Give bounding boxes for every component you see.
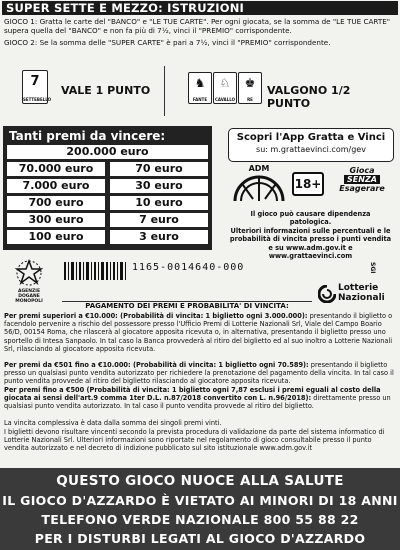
p2-text: presentando il biglietto presso un qualsiasi punto vendita autorizzato per richiedere la prenotazione del pagamento della vincita. In tal caso il punto vendita provvede al ritiro del biglietto rilasciando al giocatore apposita ricevuta. xyxy=(4,361,394,386)
lotterie-name xyxy=(338,283,385,303)
settebello-label: SETTEBELLO xyxy=(23,97,52,102)
prize-cell: 30 euro xyxy=(110,179,208,193)
p1-bold: Per premi superiori a €10.000: (Probabilità di vincita: 1 biglietto ogni 3.000.000): xyxy=(4,312,308,320)
health-line-4: PER I DISTURBI LEGATI AL GIOCO D'AZZARDO xyxy=(34,531,366,546)
payment-title: PAGAMENTO DEI PREMI E PROBABILITA' DI VINCITA: xyxy=(62,301,312,311)
health-line-1: QUESTO GIOCO NUOCE ALLA SALUTE xyxy=(56,473,344,489)
payment-paragraph-1 xyxy=(4,312,396,353)
prize-cell: 100 euro xyxy=(7,230,105,244)
warning-line-1: Il gioco può causare dipendenza patologica. xyxy=(250,210,371,227)
prize-top: 200.000 euro xyxy=(7,145,208,159)
lotterie-line-2: Nazionali xyxy=(338,293,385,303)
ticket-code: 1165-0014640-000 xyxy=(132,262,245,273)
age-18-badge: 18+ xyxy=(292,172,324,196)
card-values-strip xyxy=(4,58,394,124)
payment-paragraph-2 xyxy=(4,361,396,386)
rule-game-2: GIOCO 2: Se la somma delle "SUPER CARTE" è pari a 7½, vinci il "PREMIO" corrispondente. xyxy=(4,38,331,47)
agency-line-3: MONOPOLI xyxy=(15,299,43,304)
prize-cell: 700 euro xyxy=(7,196,105,210)
agency-line-2: DOGANE xyxy=(18,294,40,299)
valgono-mezzo-punto: VALGONO 1/2 PUNTO xyxy=(267,84,351,110)
gsb-line-3: Esagerare xyxy=(339,184,385,193)
strip-divider xyxy=(164,66,165,116)
app-promo-url: su: m.grattaevinci.com/gev xyxy=(256,145,366,154)
lotterie-swirl-icon xyxy=(318,285,336,303)
re-card-icon: ♚ RE xyxy=(238,72,262,104)
agency-line-1: AGENZIE xyxy=(17,289,41,294)
re-label: RE xyxy=(247,97,253,102)
prize-cell: 10 euro xyxy=(110,196,208,210)
fante-label: FANTE xyxy=(192,97,208,102)
health-line-3: TELEFONO VERDE NAZIONALE 800 55 88 22 xyxy=(41,512,359,527)
p1-text: presentando il biglietto o facendolo pervenire a rischio del possessore presso l'Ufficio Premi di Lotterie Nazionali Srl, Viale del Campo Boario 56/D, 00154 Roma, che rilascerà al giocatore apposita ricevuta o, in alternativa, presentando il biglietto presso uno sportello di Intesa Sanpaolo. In tal caso la Banca provvederà al ritiro del biglietto ed al suo inoltro a Lotterie Nazionali Srl, rilasciando al giocatore apposita ricevuta. xyxy=(4,312,393,353)
cavallo-label: CAVALLO xyxy=(214,97,236,102)
addiction-warning xyxy=(229,210,392,260)
rule-game-1: GIOCO 1: Gratta le carte del "BANCO" e "LE TUE CARTE". Per ogni giocata, se la somma de "LE TUE CARTE" supera quella del "BANCO" e non fa più di 7½, vinci il "PREMIO" corrispondente. xyxy=(4,17,391,35)
gsb-line-1: Gioca xyxy=(349,166,375,175)
prize-cell: 7.000 euro xyxy=(7,179,105,193)
prize-cell: 3 euro xyxy=(110,230,208,244)
fante-card-icon: ♞ FANTE xyxy=(188,72,212,104)
instructions-title: SUPER SETTE E MEZZO: ISTRUZIONI xyxy=(2,1,398,15)
adm-arc-icon xyxy=(229,173,289,203)
p2-bold: Per premi da €501 fino a €10.000: (Probabilità di vincita: 1 biglietto ogni 70.589): xyxy=(4,361,309,369)
payment-paragraph-4: La vincita complessiva è data dalla somma dei singoli premi vinti. xyxy=(4,419,222,427)
prize-cell: 70 euro xyxy=(110,162,208,176)
app-promo-title: Scopri l'App Gratta e Vinci xyxy=(236,132,386,143)
adm-logo xyxy=(229,164,289,208)
prize-table xyxy=(3,126,212,250)
payment-paragraph-5: I biglietti devono risultare vincenti secondo la prevista procedura di validazione da parte del sistema informatico di Lotterie Nazionali Srl. Ulteriori informazioni sono riportate nel regolamento di gioco consultabile presso il punto vendita autorizzato e nel decreto di indizione pubblicato sul sito istituzionale www.adm.gov.it xyxy=(4,428,385,453)
prize-table-title: Tanti premi da vincere: xyxy=(9,129,166,143)
health-line-2: IL GIOCO D'AZZARDO È VIETATO AI MINORI DI 18 ANNI xyxy=(2,493,398,508)
gsb-line-2: SENZA xyxy=(344,175,380,184)
agenzie-dogane-logo xyxy=(8,259,50,304)
lotterie-line-1: Lotterie xyxy=(338,283,379,293)
adm-logo-text: ADM xyxy=(248,164,270,173)
prize-cell: 70.000 euro xyxy=(7,162,105,176)
vale-1-punto: VALE 1 PUNTO xyxy=(61,84,151,97)
star-emblem-icon xyxy=(14,259,44,287)
prize-cell: 300 euro xyxy=(7,213,105,227)
cavallo-card-icon: ♘ CAVALLO xyxy=(213,72,237,104)
p3-bold: Per premi fino a €500 (Probabilità di vincita: 1 biglietto ogni 7,87 esclusi i premi eguali al costo della giocata ai sensi dell'art.9 comma 1ter D.L. n.87/2018 convertito con L. n.96/2018): xyxy=(4,386,381,403)
sgi-label: SGI xyxy=(369,262,376,274)
settebello-card-icon: 7 SETTEBELLO xyxy=(22,70,48,104)
health-warning-banner xyxy=(0,468,400,550)
p3-text: direttamente presso un qualsiasi punto vendita autorizzato. In tal caso il punto vendita provvede al ritiro del biglietto. xyxy=(4,394,391,411)
warning-line-2: Ulteriori informazioni sulle percentuali e le probabilità di vincita presso i punti vendita e su www.adm.gov.it e www.grattaevinci.com xyxy=(229,226,392,261)
app-promo-box xyxy=(228,128,394,162)
gioca-senza-esagerare-logo xyxy=(334,166,390,200)
payment-paragraph-3 xyxy=(4,386,396,411)
prize-cell: 7 euro xyxy=(110,213,208,227)
lotterie-nazionali-logo xyxy=(318,283,394,309)
